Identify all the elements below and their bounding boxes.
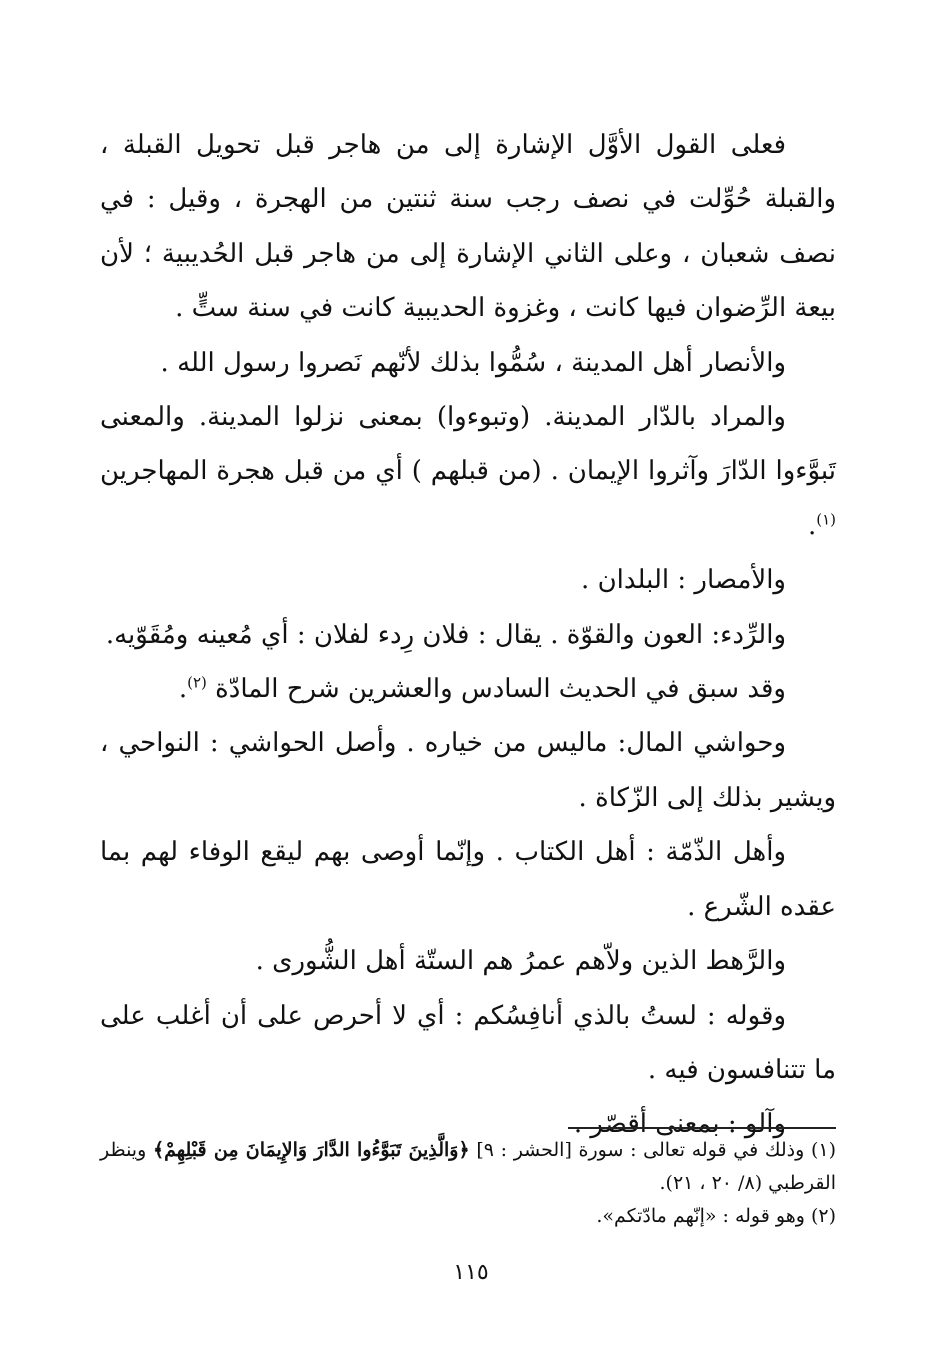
footnote-1-rest: وينظر القرطبي (٨/ ٢٠ ، ٢١). (100, 1139, 836, 1194)
footnote-1 (100, 1134, 836, 1200)
paragraph-qibla: فعلى القول الأوَّل الإشارة إلى من هاجر قبل تحويل القبلة ، والقبلة حُوِّلت في نصف رجب سنة ثنتين من الهجرة ، وقيل : في نصف شعبان ، وعلى الثاني الإشارة إلى من هاجر قبل الحُديبية ؛ لأن بيعة الرِّضوان فيها كانت ، وغزوة الحديبية كانت في سنة ستٍّ . (100, 130, 836, 324)
footnote-2-marker: (٢) (810, 1205, 836, 1227)
footnote-2 (100, 1200, 836, 1233)
paragraph-amsar: والأمصار : البلدان . (581, 565, 786, 596)
footnote-1-quote: ﴿وَالَّذِينَ تَبَوَّءُوا الدَّارَ وَالإِيمَانَ مِن قَبْلِهِمْ﴾ (152, 1139, 470, 1161)
paragraph-hawashi: وحواشي المال: ماليس من خياره . وأصل الحواشي : النواحي ، ويشير بذلك إلى الزّكاة . (100, 728, 836, 813)
paragraph-rid: والرِّدء: العون والقوّة . يقال : فلان رِدء لفلان : أي مُعينه ومُقَوّيه. (105, 619, 786, 650)
footnote-1-intro: وذلك في قوله تعالى : سورة [الحشر : ٩] (476, 1139, 805, 1161)
footnote-ref-2: (٢) (187, 673, 207, 692)
footnote-ref-1: (١) (816, 510, 836, 529)
paragraph-madda: وقد سبق في الحديث السادس والعشرين شرح المادّة $^{(٢)}$. (178, 673, 786, 705)
paragraph-dar: والمراد بالدّار المدينة. (وتبوءوا) بمعنى نزلوا المدينة. والمعنى تَبوَّءوا الدّارَ وآثروا الإيمان . (من قبلهم ) أي من قبل هجرة المهاجرين $^{(١)}$. (100, 402, 836, 541)
page-number: ١١٥ (453, 1260, 489, 1285)
footnote-2-text: وهو قوله : «إنّهم مادّتكم». (596, 1205, 805, 1227)
footnote-separator (568, 1127, 836, 1129)
footnote-1-marker: (١) (810, 1139, 837, 1161)
paragraph-raht: والرَّهط الذين ولاّهم عمرُ هم الستّة أهل الشُّورى . (255, 946, 786, 977)
paragraph-ansar: والأنصار أهل المدينة ، سُمُّوا بذلك لأنّهم نَصروا رسول الله . (160, 347, 786, 378)
paragraph-dhimma: وأهل الذّمّة : أهل الكتاب . وإنّما أوصى بهم ليقع الوفاء لهم بما عقده الشّرع . (100, 837, 836, 922)
paragraph-anafisukum: وقوله : لستُ بالذي أنافِسُكم : أي لا أحرص على أن أغلب على ما تتنافسون فيه . (100, 1000, 836, 1085)
paragraph-alu: وآلو : بمعنى أقصّر . (573, 1109, 786, 1140)
footnotes (100, 1134, 836, 1233)
main-text (100, 118, 836, 1152)
